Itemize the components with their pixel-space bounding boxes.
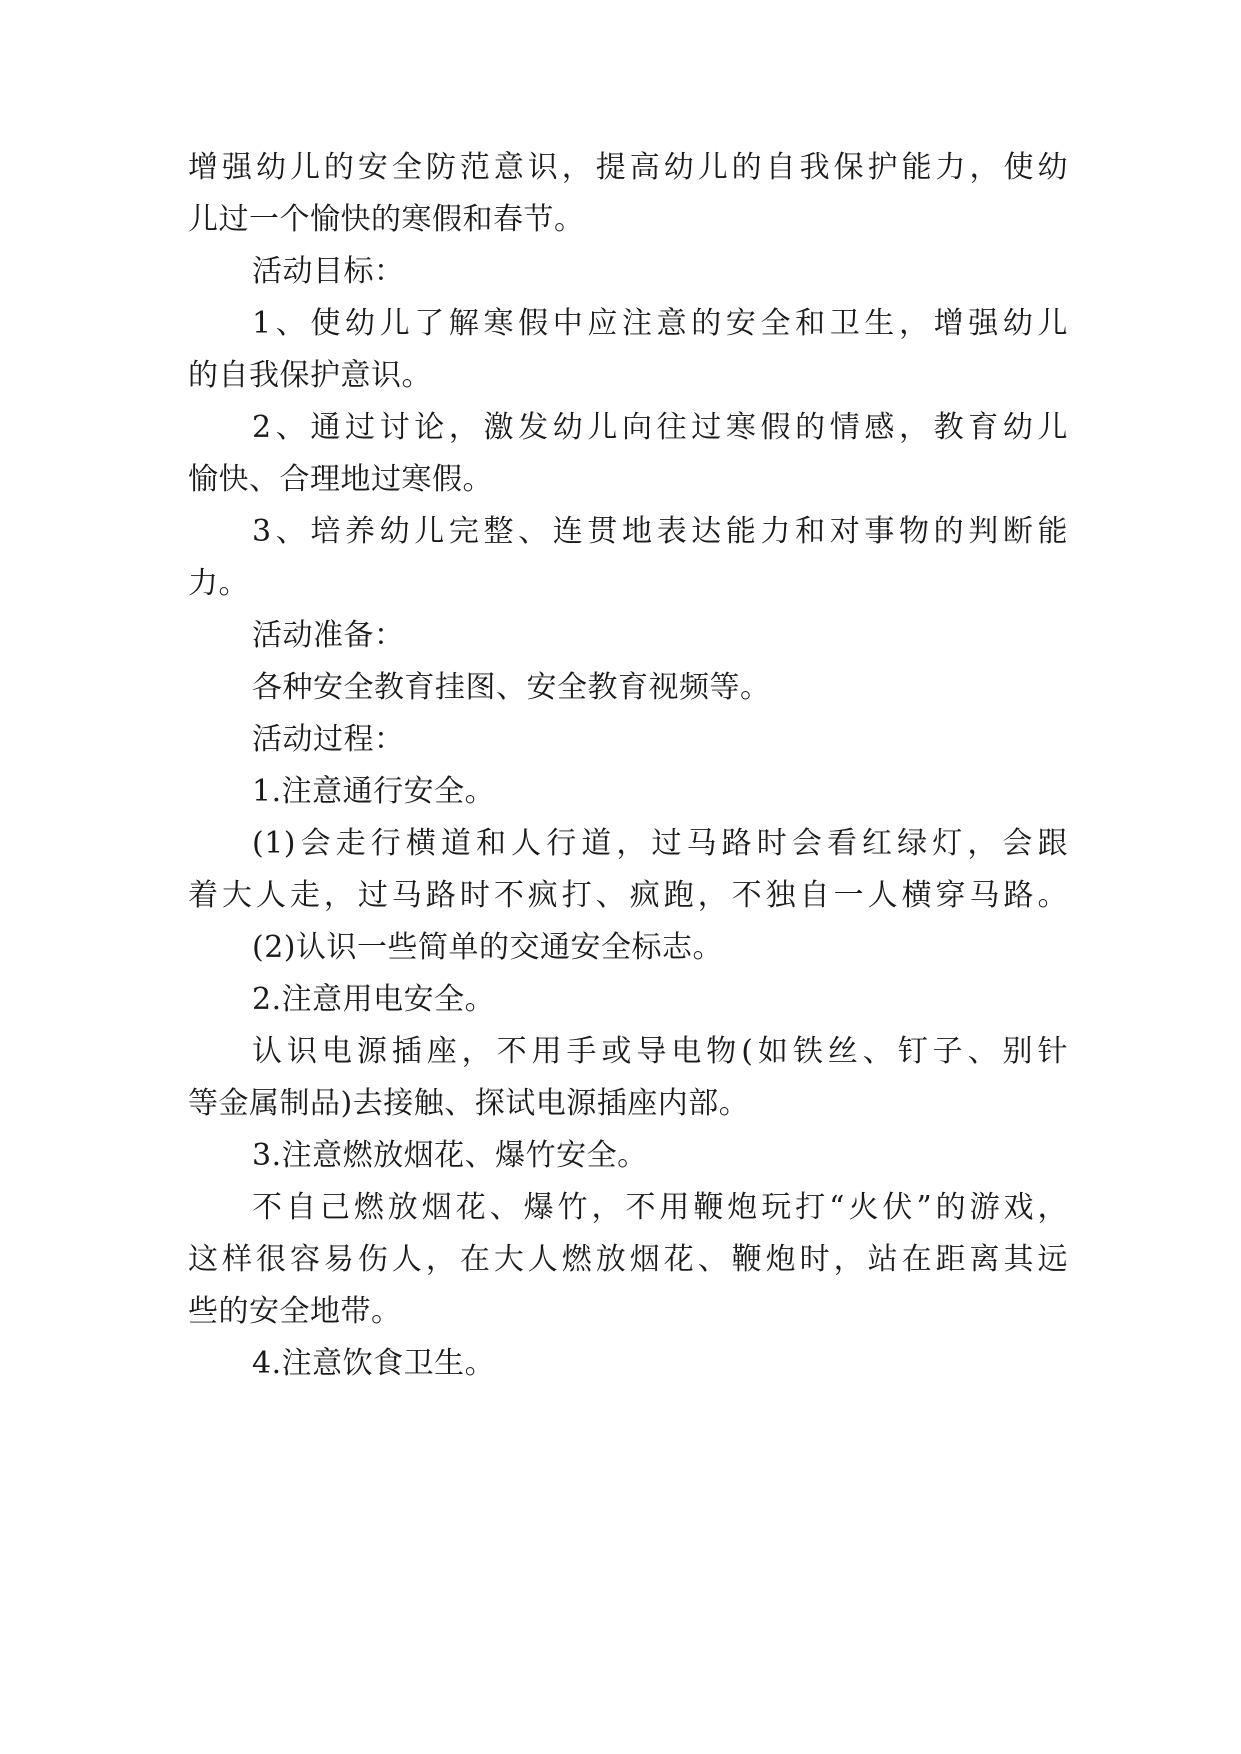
goal-2-line-2: 愉快、合理地过寒假。 [188,462,493,497]
process-item-1-1-line-2: 着大人走，过马路时不疯打、疯跑，不独自一人横穿马路。 [188,878,1068,913]
process-item-3-line-3: 些的安全地带。 [188,1294,402,1329]
process-item-2: 2.注意用电安全。 [252,982,496,1017]
section-heading-preparation: 活动准备： [252,618,405,653]
goal-2-line-1: 2、通过讨论，激发幼儿向往过寒假的情感，教育幼儿 [252,410,1068,445]
process-item-1-2: (2)认识一些简单的交通安全标志。 [252,930,723,965]
preparation-text: 各种安全教育挂图、安全教育视频等。 [252,670,771,705]
process-item-2-line-2: 等金属制品)去接触、探试电源插座内部。 [188,1086,750,1121]
goal-1-line-1: 1、使幼儿了解寒假中应注意的安全和卫生，增强幼儿 [252,306,1068,341]
goal-3-line-2: 力。 [188,566,249,601]
text-line-2: 儿过一个愉快的寒假和春节。 [188,202,585,237]
process-item-4: 4.注意饮食卫生。 [252,1346,496,1381]
process-item-3-line-1: 不自己燃放烟花、爆竹，不用鞭炮玩打“火伏”的游戏， [252,1190,1068,1225]
process-item-3-line-2: 这样很容易伤人，在大人燃放烟花、鞭炮时，站在距离其远 [188,1242,1068,1277]
process-item-2-line-1: 认识电源插座，不用手或导电物(如铁丝、钉子、别针 [252,1034,1068,1069]
section-heading-goals: 活动目标： [252,254,405,289]
process-item-1-1-line-1: (1)会走行横道和人行道，过马路时会看红绿灯，会跟 [252,826,1068,861]
process-item-1: 1.注意通行安全。 [252,774,496,809]
process-item-3: 3.注意燃放烟花、爆竹安全。 [252,1138,648,1173]
goal-1-line-2: 的自我保护意识。 [188,358,432,393]
section-heading-process: 活动过程： [252,722,405,757]
goal-3-line-1: 3、培养幼儿完整、连贯地表达能力和对事物的判断能 [252,514,1068,549]
text-line-1: 增强幼儿的安全防范意识，提高幼儿的自我保护能力，使幼 [188,150,1068,185]
